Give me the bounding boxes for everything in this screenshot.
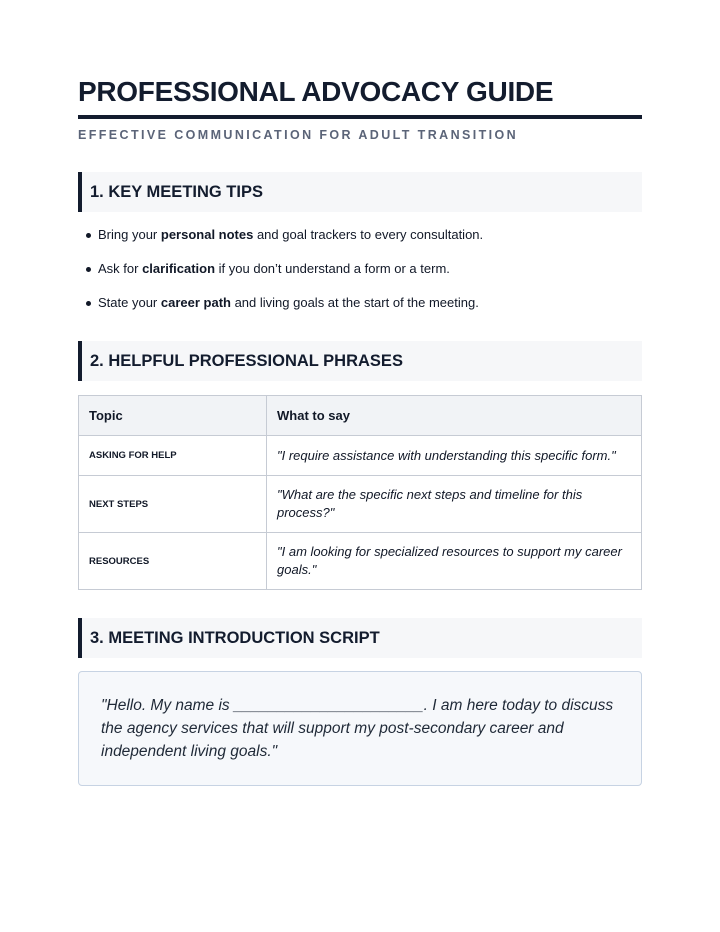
- introduction-script-text: "Hello. My name is ______________________. I am here today to discuss the agency services that will support my post-secondary career and independent living goals.": [101, 697, 614, 760]
- topic-cell: RESOURCES: [79, 533, 267, 590]
- title-divider: [78, 115, 642, 119]
- tip-text-after: if you don’t understand a form or a term.: [215, 261, 450, 276]
- bullet-icon: [86, 233, 91, 238]
- section-heading-label: 3. MEETING INTRODUCTION SCRIPT: [90, 628, 380, 647]
- section-heading-label: 2. HELPFUL PROFESSIONAL PHRASES: [90, 351, 403, 370]
- table-row: [79, 533, 642, 590]
- column-header-what-to-say: What to say: [267, 396, 642, 436]
- tip-text-after: and goal trackers to every consultation.: [253, 227, 484, 242]
- phrase-cell: "I require assistance with understanding this specific form.": [267, 436, 642, 476]
- tip-text-bold: career path: [160, 295, 231, 310]
- bullet-icon: [86, 267, 91, 272]
- table-row: [79, 476, 642, 533]
- list-item: [78, 258, 642, 292]
- tip-text-after: and living goals at the start of the meeting.: [230, 295, 479, 310]
- page-title: PROFESSIONAL ADVOCACY GUIDE: [78, 76, 554, 107]
- topic-cell: NEXT STEPS: [79, 476, 267, 533]
- introduction-script-box: [78, 671, 642, 786]
- section-heading-label: 1. KEY MEETING TIPS: [90, 182, 263, 201]
- column-header-topic: Topic: [79, 396, 267, 436]
- tip-text-bold: clarification: [142, 261, 216, 276]
- bullet-icon: [86, 301, 91, 306]
- phrase-cell: "I am looking for specialized resources to support my career goals.": [267, 533, 642, 590]
- tip-text-before: Ask for: [98, 261, 143, 276]
- table-header-row: [79, 396, 642, 436]
- tips-list: [78, 224, 642, 326]
- tip-text-bold: personal notes: [160, 227, 254, 242]
- section-heading-key-meeting-tips: [78, 172, 642, 212]
- topic-cell: ASKING FOR HELP: [79, 436, 267, 476]
- list-item: [78, 224, 642, 258]
- list-item: [78, 292, 642, 326]
- page-subtitle: EFFECTIVE COMMUNICATION FOR ADULT TRANSITION: [78, 128, 519, 142]
- phrase-cell: "What are the specific next steps and timeline for this process?": [267, 476, 642, 533]
- table-row: [79, 436, 642, 476]
- phrases-table: [78, 395, 642, 590]
- section-heading-introduction-script: [78, 618, 642, 658]
- tip-text-before: Bring your: [98, 227, 161, 242]
- tip-text-before: State your: [98, 295, 161, 310]
- section-heading-helpful-phrases: [78, 341, 642, 381]
